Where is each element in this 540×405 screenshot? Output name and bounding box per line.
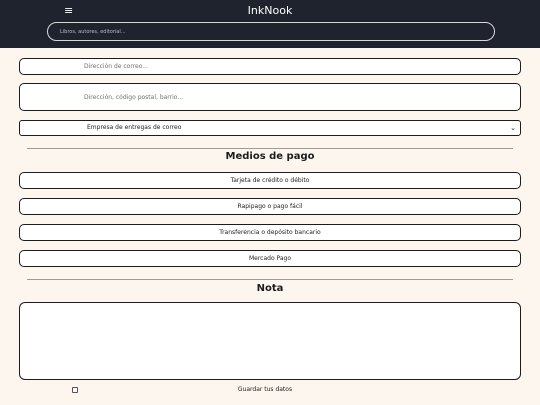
- address-field[interactable]: [19, 83, 521, 111]
- divider: [27, 148, 513, 149]
- brand-title: InkNook: [247, 4, 293, 17]
- payment-option-rapipago[interactable]: Rapipago o pago fácil: [19, 198, 521, 215]
- carrier-select[interactable]: [19, 120, 521, 136]
- payment-option-transfer[interactable]: Transferencia o depósito bancario: [19, 224, 521, 241]
- app-header: [0, 0, 540, 48]
- payment-methods-title: Medios de pago: [225, 151, 315, 162]
- hamburger-menu-icon[interactable]: ≡: [64, 4, 74, 17]
- note-title: Nota: [256, 283, 284, 294]
- payment-option-card[interactable]: Tarjeta de crédito o débito: [19, 172, 521, 189]
- divider: [27, 279, 513, 280]
- carrier-select-value: Empresa de entregas de correo: [87, 124, 182, 131]
- search-input[interactable]: [47, 22, 495, 41]
- email-field[interactable]: [19, 58, 521, 75]
- chevron-down-icon: ⌄: [510, 124, 516, 132]
- save-data-label: Guardar tus datos: [237, 386, 293, 393]
- payment-option-mercadopago[interactable]: Mercado Pago: [19, 250, 521, 267]
- note-textarea[interactable]: [19, 302, 521, 380]
